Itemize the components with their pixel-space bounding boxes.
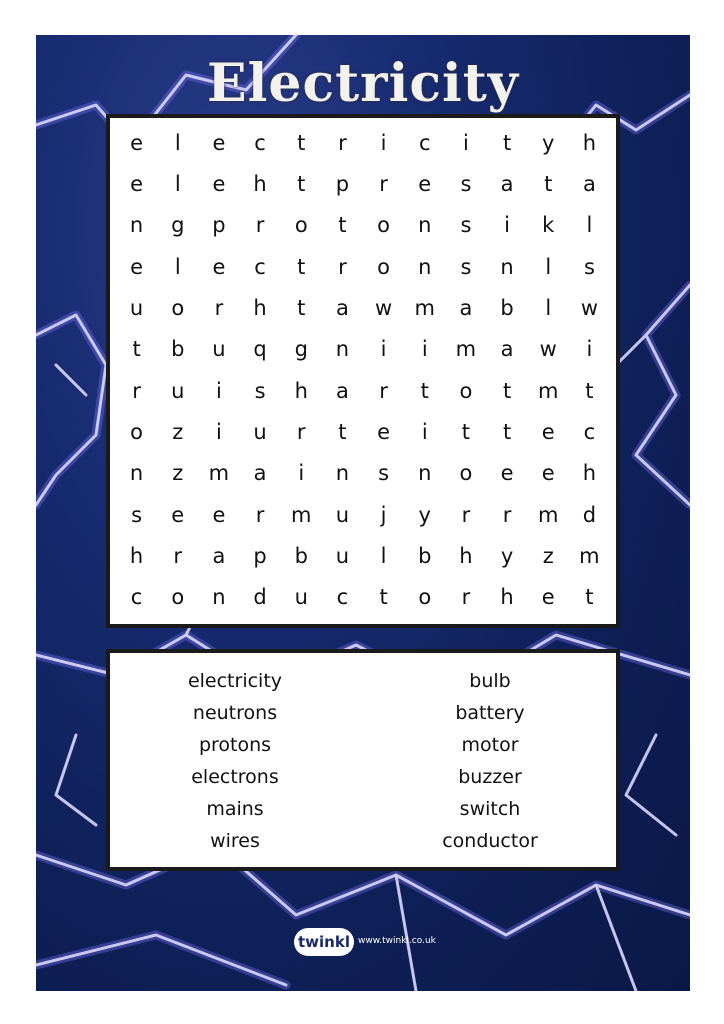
grid-letter[interactable]: t <box>461 419 471 444</box>
grid-letter[interactable]: l <box>545 254 552 279</box>
grid-letter[interactable]: m <box>455 337 477 362</box>
grid-letter[interactable]: g <box>171 213 185 238</box>
footer <box>36 928 690 958</box>
grid-letter[interactable]: n <box>129 213 144 238</box>
worksheet-background <box>36 35 690 991</box>
grid-letter[interactable]: t <box>502 378 512 403</box>
grid-letter[interactable]: a <box>253 461 267 486</box>
grid-letter[interactable]: o <box>171 585 185 610</box>
grid-letter[interactable]: t <box>132 337 141 362</box>
letter-grid <box>116 122 610 618</box>
grid-letter[interactable]: r <box>379 171 388 196</box>
word-list-item: wires <box>210 830 260 852</box>
grid-letter[interactable]: c <box>336 585 349 610</box>
grid-letter[interactable]: r <box>132 378 141 403</box>
grid-letter[interactable]: t <box>338 419 347 444</box>
grid-letter[interactable]: t <box>338 213 347 238</box>
grid-letter[interactable]: w <box>539 337 557 362</box>
grid-letter[interactable]: o <box>459 378 473 403</box>
grid-letter[interactable]: l <box>380 543 387 568</box>
grid-letter[interactable]: e <box>130 171 144 196</box>
grid-letter[interactable]: q <box>253 337 267 362</box>
grid-letter[interactable]: o <box>418 585 432 610</box>
grid-letter[interactable]: w <box>374 295 393 320</box>
grid-letter[interactable]: t <box>297 295 306 320</box>
grid-letter[interactable]: a <box>459 295 473 320</box>
grid-letter[interactable]: s <box>460 213 472 238</box>
grid-letter[interactable]: m <box>208 461 230 486</box>
grid-letter[interactable]: a <box>500 337 514 362</box>
grid-letter[interactable]: l <box>174 130 181 155</box>
grid-letter[interactable]: m <box>579 543 600 568</box>
grid-letter[interactable]: o <box>294 213 308 238</box>
grid-letter[interactable]: i <box>380 337 387 362</box>
grid-letter[interactable]: g <box>294 337 308 362</box>
grid-letter[interactable]: y <box>500 543 514 568</box>
grid-letter[interactable]: i <box>215 378 222 403</box>
grid-letter[interactable]: e <box>212 254 226 279</box>
word-list-item: neutrons <box>192 702 278 724</box>
word-search-grid-box <box>106 114 620 628</box>
grid-letter[interactable]: h <box>294 378 308 403</box>
grid-letter[interactable]: e <box>212 130 226 155</box>
grid-letter[interactable]: i <box>586 337 593 362</box>
grid-letter[interactable]: u <box>129 295 144 320</box>
grid-letter[interactable]: l <box>586 213 593 238</box>
grid-letter[interactable]: r <box>461 502 471 527</box>
grid-letter[interactable]: s <box>131 502 143 527</box>
grid-letter[interactable]: m <box>538 378 559 403</box>
grid-letter[interactable]: e <box>171 502 185 527</box>
grid-letter[interactable]: u <box>294 585 308 610</box>
grid-letter[interactable]: e <box>418 171 432 196</box>
grid-letter[interactable]: a <box>335 295 349 320</box>
grid-letter[interactable]: l <box>174 254 181 279</box>
grid-letter[interactable]: d <box>253 585 267 610</box>
word-list-box <box>106 649 620 871</box>
word-list-item: switch <box>459 798 521 820</box>
grid-letter[interactable]: c <box>583 419 596 444</box>
word-list-item: electricity <box>187 670 283 692</box>
grid-letter[interactable]: r <box>255 213 265 238</box>
grid-letter[interactable]: b <box>171 337 185 362</box>
grid-letter[interactable]: i <box>298 461 305 486</box>
word-list-right <box>390 665 590 857</box>
grid-letter[interactable]: r <box>214 295 224 320</box>
grid-letter[interactable]: k <box>542 213 555 238</box>
grid-letter[interactable]: t <box>585 378 594 403</box>
grid-letter[interactable]: y <box>418 502 431 527</box>
grid-letter[interactable]: r <box>338 254 347 279</box>
grid-letter[interactable]: n <box>500 254 514 279</box>
word-list-item: electrons <box>191 766 279 788</box>
grid-letter[interactable]: t <box>379 585 388 610</box>
grid-letter[interactable]: n <box>129 461 144 486</box>
grid-letter[interactable]: h <box>582 461 597 486</box>
grid-letter[interactable]: r <box>379 378 388 403</box>
grid-letter[interactable]: r <box>461 585 471 610</box>
grid-letter[interactable]: o <box>459 461 473 486</box>
website-url[interactable]: www.twinkl.co.uk <box>358 936 436 946</box>
grid-letter[interactable]: u <box>171 378 185 403</box>
grid-letter[interactable]: t <box>544 171 553 196</box>
grid-letter[interactable]: s <box>460 254 472 279</box>
grid-letter[interactable]: e <box>377 419 391 444</box>
grid-letter[interactable]: e <box>541 419 555 444</box>
grid-letter[interactable]: u <box>253 419 267 444</box>
grid-letter[interactable]: c <box>130 585 143 610</box>
grid-letter[interactable]: a <box>500 171 514 196</box>
grid-letter[interactable]: t <box>297 130 306 155</box>
grid-letter[interactable]: t <box>420 378 429 403</box>
grid-letter[interactable]: n <box>212 585 226 610</box>
grid-letter[interactable]: e <box>541 461 555 486</box>
grid-letter[interactable]: b <box>294 543 308 568</box>
grid-letter[interactable]: a <box>582 171 596 196</box>
grid-letter[interactable]: r <box>173 543 183 568</box>
grid-letter[interactable]: t <box>297 254 306 279</box>
grid-letter[interactable]: h <box>253 171 267 196</box>
grid-letter[interactable]: h <box>253 295 267 320</box>
grid-letter[interactable]: u <box>335 543 350 568</box>
grid-letter[interactable]: m <box>538 502 559 527</box>
twinkl-logo[interactable]: twinkl <box>294 928 354 956</box>
grid-letter[interactable]: i <box>421 337 428 362</box>
grid-letter[interactable]: b <box>418 543 432 568</box>
grid-letter[interactable]: s <box>254 378 266 403</box>
grid-letter[interactable]: c <box>254 254 266 279</box>
word-list-item: motor <box>461 734 519 756</box>
grid-letter[interactable]: b <box>500 295 514 320</box>
grid-letter[interactable]: c <box>254 130 266 155</box>
grid-letter[interactable]: p <box>212 213 226 238</box>
grid-letter[interactable]: h <box>582 130 597 155</box>
grid-letter[interactable]: e <box>541 585 555 610</box>
grid-letter[interactable]: o <box>377 213 390 238</box>
grid-letter[interactable]: e <box>130 254 144 279</box>
grid-letter[interactable]: a <box>212 543 226 568</box>
grid-letter[interactable]: z <box>172 461 184 486</box>
grid-letter[interactable]: e <box>500 461 514 486</box>
page-title: Electricity <box>207 53 519 114</box>
word-list-left <box>135 665 335 857</box>
grid-letter[interactable]: s <box>460 171 472 196</box>
grid-letter[interactable]: c <box>418 130 431 155</box>
grid-letter[interactable]: p <box>335 171 350 196</box>
grid-letter[interactable]: h <box>500 585 514 610</box>
grid-letter[interactable]: n <box>418 254 432 279</box>
grid-letter[interactable]: u <box>335 502 350 527</box>
grid-letter[interactable]: h <box>129 543 144 568</box>
grid-letter[interactable]: r <box>502 502 512 527</box>
grid-letter[interactable]: i <box>380 130 387 155</box>
grid-letter[interactable]: u <box>212 337 226 362</box>
grid-letter[interactable]: i <box>421 419 428 444</box>
grid-letter[interactable]: s <box>583 254 595 279</box>
grid-letter[interactable]: a <box>335 378 349 403</box>
grid-letter[interactable]: t <box>502 130 512 155</box>
grid-letter[interactable]: e <box>212 502 226 527</box>
grid-letter[interactable]: n <box>418 461 432 486</box>
grid-letter[interactable]: r <box>296 419 306 444</box>
word-list-item: conductor <box>442 830 538 852</box>
word-list-item: buzzer <box>458 766 522 788</box>
grid-letter[interactable]: w <box>580 295 598 320</box>
grid-letter[interactable]: r <box>255 502 265 527</box>
word-list-item: battery <box>455 702 525 724</box>
grid-letter[interactable]: l <box>174 171 181 196</box>
grid-letter[interactable]: l <box>545 295 552 320</box>
grid-letter[interactable]: t <box>585 585 594 610</box>
grid-letter[interactable]: z <box>542 543 554 568</box>
grid-letter[interactable]: i <box>215 419 222 444</box>
grid-letter[interactable]: t <box>297 171 306 196</box>
grid-letter[interactable]: e <box>130 130 144 155</box>
word-list-item: bulb <box>469 670 511 692</box>
grid-letter[interactable]: n <box>335 337 350 362</box>
word-list-item: protons <box>198 734 272 756</box>
grid-letter[interactable]: r <box>338 130 347 155</box>
word-list-item: mains <box>206 798 264 820</box>
grid-letter[interactable]: e <box>212 171 226 196</box>
grid-letter[interactable]: s <box>378 461 390 486</box>
grid-letter[interactable]: m <box>291 502 312 527</box>
grid-letter[interactable]: o <box>130 419 143 444</box>
grid-letter[interactable]: n <box>418 213 432 238</box>
grid-letter[interactable]: o <box>171 295 185 320</box>
grid-letter[interactable]: z <box>172 419 184 444</box>
grid-letter[interactable]: i <box>462 130 469 155</box>
grid-letter[interactable]: t <box>502 419 512 444</box>
grid-letter[interactable]: m <box>414 295 435 320</box>
grid-letter[interactable]: y <box>542 130 555 155</box>
grid-letter[interactable]: n <box>335 461 350 486</box>
grid-letter[interactable]: d <box>582 502 597 527</box>
grid-letter[interactable]: h <box>459 543 473 568</box>
grid-letter[interactable]: p <box>253 543 267 568</box>
grid-letter[interactable]: i <box>504 213 510 238</box>
grid-letter[interactable]: o <box>377 254 390 279</box>
grid-letter[interactable]: j <box>380 502 387 527</box>
